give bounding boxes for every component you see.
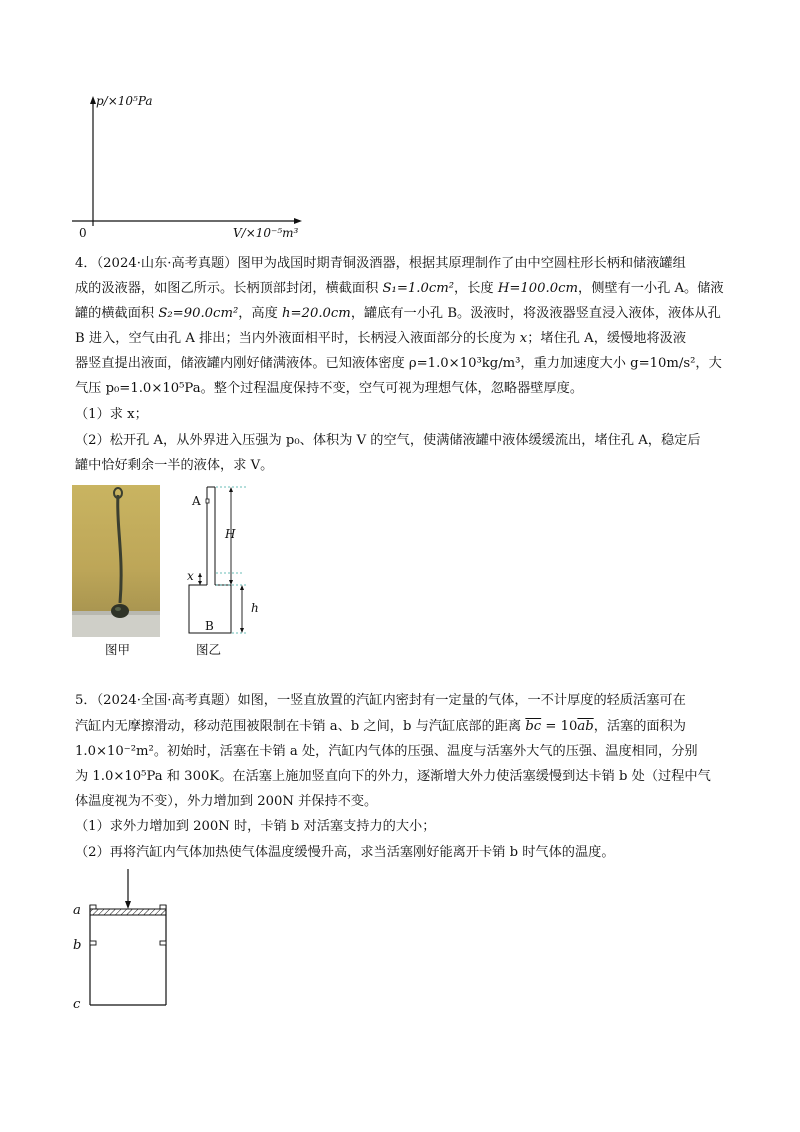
- q5-line-2: 汽缸内无摩擦滑动，移动范围被限制在卡销 a、b 之间，b 与汽缸底部的距离 $\overline{bc} = 10\overline{ab}$，活塞的面积为: [75, 719, 686, 734]
- q4-subquestion-2-line-2: 罐中恰好剩余一半的液体，求 V。: [75, 458, 274, 473]
- cylinder-label-a: a: [73, 903, 81, 918]
- q4-line-2: 成的汲液器，如图乙所示。长柄顶部封闭，横截面积 S₁=1.0cm²，长度 H=100.0cm，侧壁有一小孔 A。储液: [75, 281, 724, 296]
- q5-subquestion-2: （2）再将汽缸内气体加热使气体温度缓慢升高，求当活塞刚好能离开卡销 b 时气体的温度。: [75, 845, 615, 860]
- q5-subquestion-1: （1）求外力增加到 200N 时，卡销 b 对活塞支持力的大小；: [75, 819, 436, 834]
- fig-b-label-x: x: [187, 569, 194, 583]
- segment-ab: $\overline{ab}$: [577, 719, 594, 734]
- q5-line-3: 1.0×10⁻²m²。初始时，活塞在卡销 a 处，汽缸内气体的压强、温度与活塞外大气的压强、温度相同，分别: [75, 744, 698, 759]
- fig-b-label-h: h: [251, 601, 259, 615]
- q4-line-3: 罐的横截面积 S₂=90.0cm²，高度 h=20.0cm，罐底有一小孔 B。汲液时，将汲液器竖直浸入液体，液体从孔: [75, 306, 721, 321]
- q4-line-5: 器竖直提出液面，储液罐内刚好储满液体。已知液体密度 ρ=1.0×10³kg/m³，重力加速度大小 g=10m/s²，大: [75, 356, 722, 371]
- graph-origin: 0: [79, 226, 87, 240]
- fig-a-photo: [72, 485, 160, 637]
- fig-b-label-H: H: [225, 527, 236, 541]
- q4-line-1: 4．（2024·山东·高考真题）图甲为战国时期青铜汲酒器，根据其原理制作了由中空圆柱形长柄和储液罐组: [75, 256, 686, 271]
- q5-source: （2024·全国·高考真题）: [96, 693, 238, 708]
- fig-b-label-B: B: [205, 619, 214, 633]
- q5-line-5: 体温度视为不变），外力增加到 200N 并保持不变。: [75, 794, 378, 809]
- fig-b-caption: 图乙: [196, 642, 222, 657]
- graph-y-label: p/×10⁵Pa: [96, 94, 153, 108]
- segment-bc: $\overline{bc}$: [525, 719, 542, 734]
- x-axis-arrow: [294, 218, 302, 224]
- q4-subquestion-2-line-1: （2）松开孔 A，从外界进入压强为 p₀、体积为 V 的空气，使满储液罐中液体缓缓流出，堵住孔 A，稳定后: [75, 433, 701, 448]
- q4-number: 4．: [75, 256, 97, 271]
- graph-x-label: V/×10⁻⁵m³: [233, 226, 299, 240]
- q5-number: 5．: [75, 693, 97, 708]
- fig-a-caption: 图甲: [105, 642, 131, 657]
- q5-line-4: 为 1.0×10⁵Pa 和 300K。在活塞上施加竖直向下的外力，逐渐增大外力使活塞缓慢到达卡销 b 处（过程中气: [75, 769, 711, 784]
- q5-line-1: 5．（2024·全国·高考真题）如图，一竖直放置的汽缸内密封有一定量的气体，一不计厚度的轻质活塞可在: [75, 693, 686, 708]
- q4-subquestion-1: （1）求 x；: [75, 407, 148, 422]
- q4-source: （2024·山东·高考真题）: [96, 256, 238, 271]
- cylinder-label-b: b: [73, 938, 82, 953]
- cylinder-label-c: c: [73, 997, 81, 1012]
- fig-b-label-A: A: [192, 494, 201, 508]
- q4-line-4: B 进入，空气由孔 A 排出；当内外液面相平时，长柄浸入液面部分的长度为 x；堵住孔 A，缓慢地将汲液: [75, 331, 687, 346]
- q4-line-6: 气压 p₀=1.0×10⁵Pa。整个过程温度保持不变，空气可视为理想气体，忽略器壁厚度。: [75, 381, 584, 396]
- cylinder-diagram: [80, 865, 180, 1015]
